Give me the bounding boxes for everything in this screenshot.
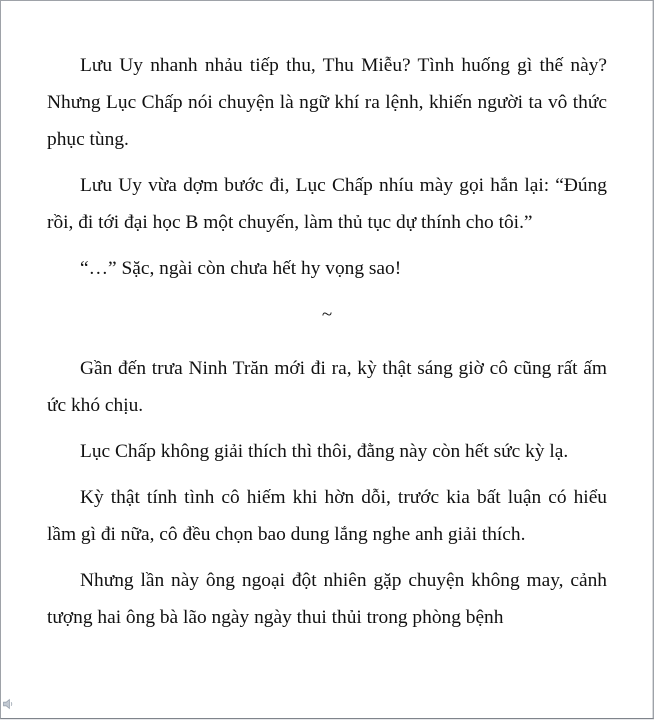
- speaker-icon: [2, 698, 14, 710]
- paragraph: Lưu Uy nhanh nhảu tiếp thu, Thu Miễu? Tình huống gì thế này? Nhưng Lục Chấp nói chuyện là ngữ khí ra lệnh, khiến người ta vô thức phục tùng.: [47, 55, 607, 150]
- paragraph: Lưu Uy vừa dợm bước đi, Lục Chấp nhíu mày gọi hắn lại: “Đúng rồi, đi tới đại học B một chuyến, làm thủ tục dự thính cho tôi.”: [47, 175, 607, 233]
- paragraph: “…” Sặc, ngài còn chưa hết hy vọng sao!: [80, 258, 402, 279]
- paragraph: Lục Chấp không giải thích thì thôi, đằng này còn hết sức kỳ lạ.: [80, 441, 569, 462]
- section-separator: ~: [321, 304, 333, 325]
- paragraph: Gần đến trưa Ninh Trăn mới đi ra, kỳ thật sáng giờ cô cũng rất ấm ức khó chịu.: [47, 358, 607, 416]
- paragraph: Nhưng lần này ông ngoại đột nhiên gặp chuyện không may, cảnh tượng hai ông bà lão ngày ngày thui thủi trong phòng bệnh: [47, 570, 607, 628]
- paragraph: Kỳ thật tính tình cô hiếm khi hờn dỗi, trước kia bất luận có hiểu lầm gì đi nữa, cô đều chọn bao dung lắng nghe anh giải thích.: [47, 487, 607, 545]
- document-body: [47, 47, 607, 645]
